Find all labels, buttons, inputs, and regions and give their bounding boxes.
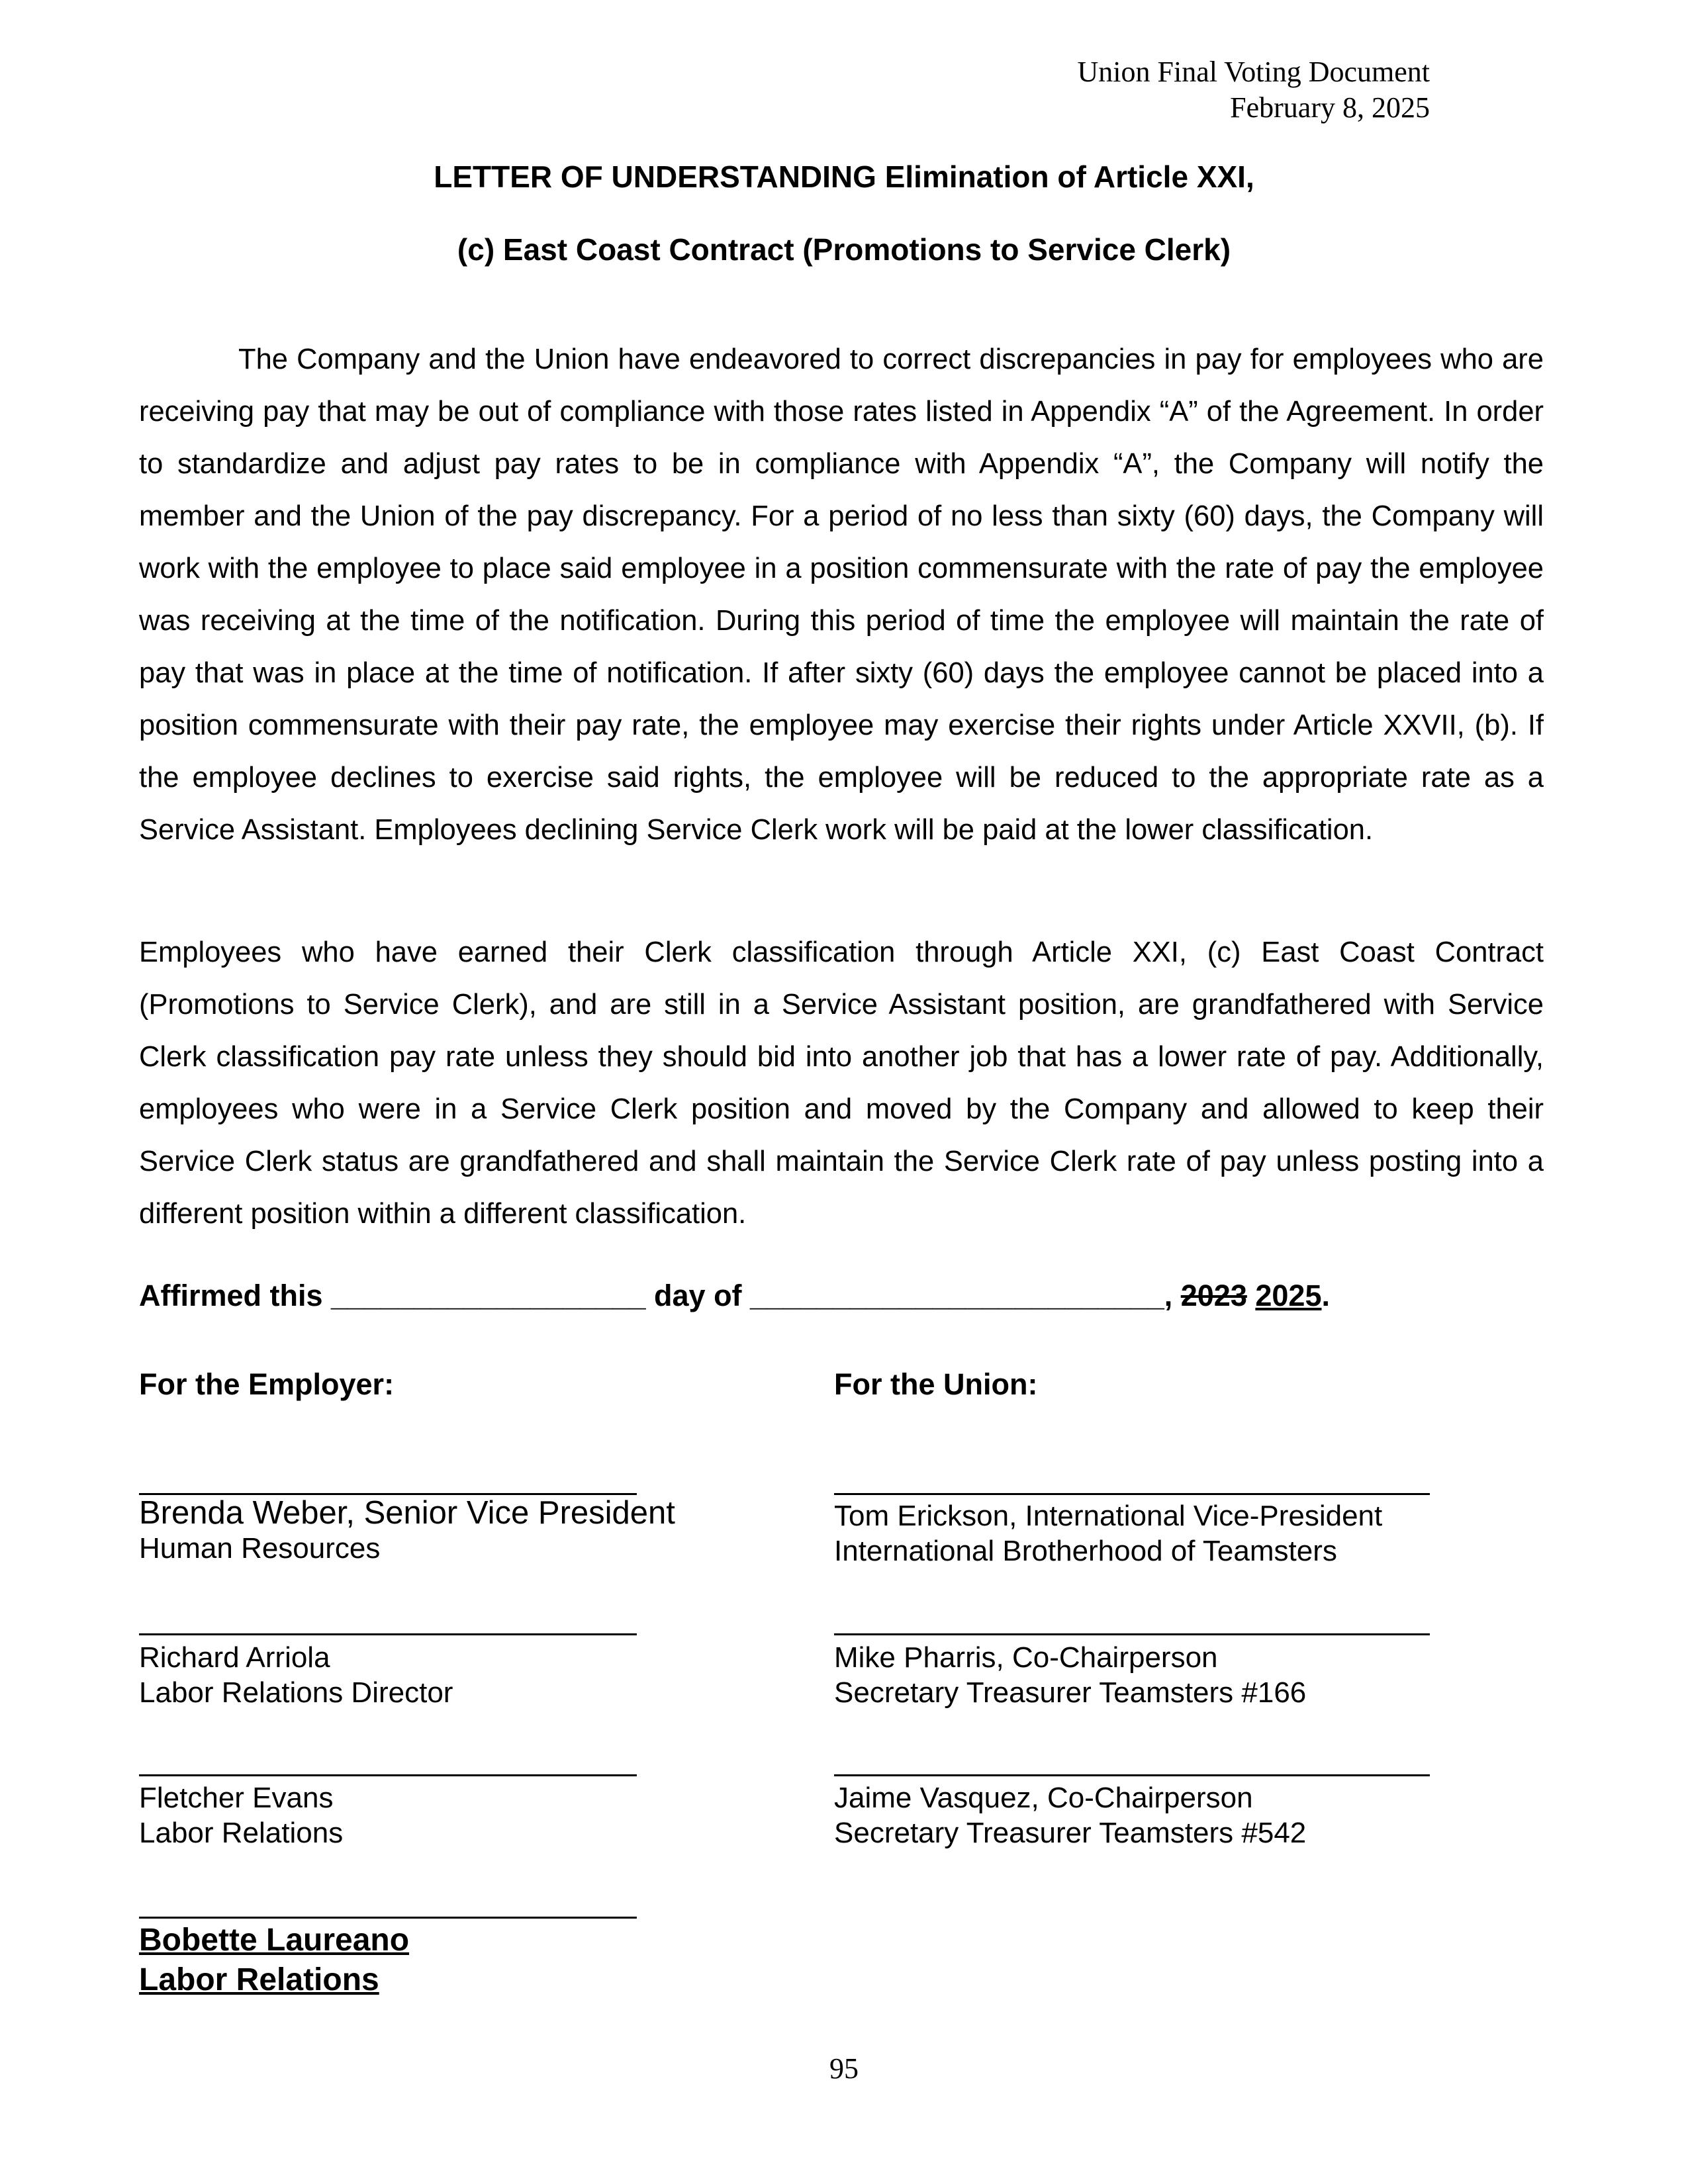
- signatory-title: Labor Relations: [139, 1962, 379, 1997]
- employer-signatory-4: [139, 1921, 409, 2000]
- union-signature-line-3: [834, 1774, 1430, 1776]
- doc-label: Union Final Voting Document: [1077, 56, 1430, 88]
- body-paragraph-2: Employees who have earned their Clerk classification through Article XXI, (c) East Coast Contract (Promotions to Service Clerk), and are still in a Service Assistant position, are grandfathered with Service Clerk classification pay rate unless they should bid into another job that has a lower rate of pay. Additionally, employees who were in a Service Clerk position and moved by the Company and allowed to keep their Service Clerk status are grandfathered and shall maintain the Service Clerk rate of pay unless posting into a different position within a different classification.: [139, 936, 1544, 1230]
- union-signatory-3: [834, 1780, 1306, 1850]
- document-header: [1078, 54, 1430, 126]
- signatory-name: Richard Arriola: [139, 1641, 330, 1674]
- union-signature-line-1: [834, 1493, 1430, 1495]
- body-paragraph-1: The Company and the Union have endeavored to correct discrepancies in pay for employees who are receiving pay that may be out of compliance with those rates listed in Appendix “A” of the Agreement. In order to standardize and adjust pay rates to be in compliance with Appendix “A”, the Company will notify the member and the Union of the pay discrepancy. For a period of no less than sixty (60) days, the Company will work with the employee to place said employee in a position commensurate with the rate of pay the employee was receiving at the time of the notification. During this period of time the employee will maintain the rate of pay that was in place at the time of notification. If after sixty (60) days the employee cannot be placed into a position commensurate with their pay rate, the employee may exercise their rights under Article XXVII, (b). If the employee declines to exercise said rights, the employee will be reduced to the appropriate rate as a Service Assistant. Employees declining Service Clerk work will be paid at the lower classification.: [139, 343, 1544, 846]
- affirmation-line: [139, 1279, 1330, 1313]
- signatory-title: Secretary Treasurer Teamsters #542: [834, 1817, 1307, 1849]
- union-label: For the Union:: [834, 1367, 1038, 1401]
- signatory-name: Tom Erickson, International Vice-President: [834, 1500, 1383, 1532]
- signatory-title: Labor Relations: [139, 1817, 344, 1849]
- affirmation-text: Affirmed this ___________________ day of _________________________,: [139, 1279, 1173, 1312]
- signatory-title: Secretary Treasurer Teamsters #166: [834, 1676, 1307, 1709]
- inserted-year: 2025: [1255, 1279, 1322, 1312]
- employer-signature-line-2: [139, 1633, 637, 1635]
- employer-signatory-1: [139, 1496, 675, 1566]
- employer-signatory-3: [139, 1780, 343, 1850]
- struck-year: 2023: [1180, 1279, 1247, 1312]
- union-signature-line-2: [834, 1633, 1430, 1635]
- signatory-name: Brenda Weber, Senior Vice President: [139, 1495, 675, 1531]
- employer-label: For the Employer:: [139, 1367, 395, 1401]
- signatory-title: Labor Relations Director: [139, 1676, 453, 1709]
- signatory-title: International Brotherhood of Teamsters: [834, 1535, 1337, 1567]
- employer-signature-line-4: [139, 1917, 637, 1919]
- signatory-name: Fletcher Evans: [139, 1782, 334, 1814]
- affirmation-period: .: [1321, 1279, 1330, 1312]
- signatory-name: Jaime Vasquez, Co-Chairperson: [834, 1782, 1253, 1814]
- doc-date: February 8, 2025: [1230, 91, 1430, 124]
- page-number: 95: [829, 2052, 859, 2085]
- employer-signature-line-3: [139, 1774, 637, 1776]
- signatory-name: Bobette Laureano: [139, 1923, 410, 1958]
- title-line-1: LETTER OF UNDERSTANDING Elimination of Article XXI,: [434, 159, 1254, 194]
- title-line-2: (c) East Coast Contract (Promotions to Service Clerk): [457, 232, 1231, 267]
- union-signatory-2: [834, 1640, 1306, 1710]
- union-signatory-1: [834, 1498, 1382, 1569]
- signatory-name: Mike Pharris, Co-Chairperson: [834, 1641, 1218, 1674]
- employer-signatory-2: [139, 1640, 453, 1710]
- signatory-title: Human Resources: [139, 1532, 381, 1565]
